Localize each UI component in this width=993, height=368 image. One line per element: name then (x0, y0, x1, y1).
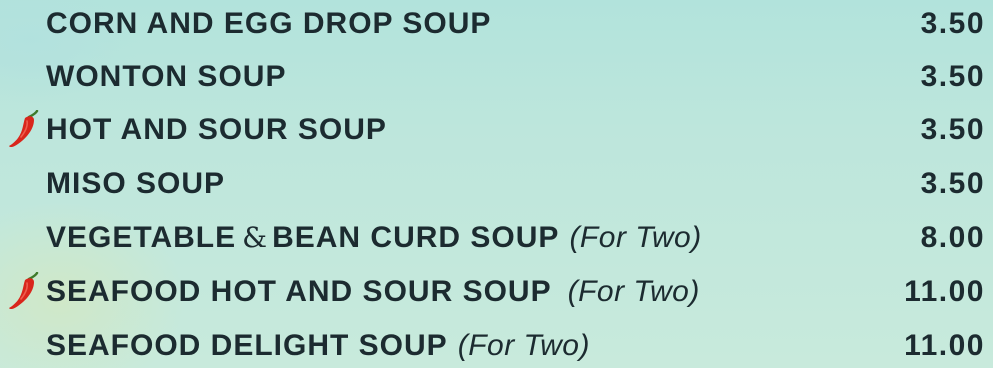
menu-item-price: 11.00 (904, 329, 985, 362)
menu-item-name: WONTON SOUP (46, 60, 287, 93)
menu-item-price: 8.00 (920, 221, 985, 254)
menu-item (0, 212, 993, 264)
chili-pepper-icon (8, 110, 40, 150)
menu-item (0, 51, 993, 103)
chili-pepper-icon (8, 272, 40, 312)
menu-item-name-text: SEAFOOD HOT AND SOUR SOUP (46, 275, 552, 308)
menu-item-name (46, 212, 702, 264)
serving-note: (For Two) (569, 221, 702, 254)
menu-item-name (46, 266, 700, 318)
menu-item-name: CORN AND EGG DROP SOUP (46, 7, 492, 40)
menu-item-name-part: VEGETABLE (46, 221, 237, 254)
menu-item-name-part: BEAN CURD SOUP (272, 221, 560, 254)
menu-item-price: 3.50 (920, 7, 985, 40)
serving-note: (For Two) (457, 329, 590, 362)
menu-item-price: 11.00 (904, 275, 985, 308)
menu-item (0, 158, 993, 210)
menu-item-name: HOT AND SOUR SOUP (46, 113, 387, 146)
menu-item (0, 320, 993, 368)
ampersand: & (242, 221, 269, 254)
menu-item-price: 3.50 (920, 113, 985, 146)
menu-item (0, 0, 993, 50)
menu-item-name-text: SEAFOOD DELIGHT SOUP (46, 329, 448, 362)
menu-item-name: MISO SOUP (46, 167, 226, 200)
menu-item-price: 3.50 (920, 60, 985, 93)
menu-item (0, 104, 993, 156)
menu-item (0, 266, 993, 318)
menu-item-price: 3.50 (920, 167, 985, 200)
menu-item-name (46, 320, 590, 368)
serving-note: (For Two) (567, 275, 700, 308)
